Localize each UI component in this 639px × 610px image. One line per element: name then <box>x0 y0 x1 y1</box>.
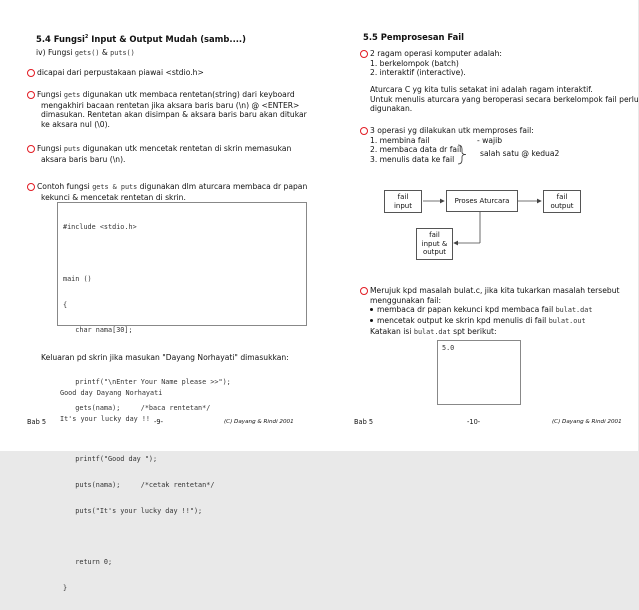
label-salah-satu: salah satu @ kedua2 <box>480 149 560 158</box>
footer-page-number: -10- <box>467 418 481 426</box>
subheading-gets-puts: iv) Fungsi gets() & puts() <box>36 48 135 57</box>
bullet-operation-modes: 2 ragam operasi komputer adalah: 1. berkelompok (batch) 2. interaktif (interactive). <box>370 49 502 78</box>
bullet-circle-icon <box>360 287 368 295</box>
paragraph-interactive: Aturcara C yg kita tulis setakat ini adalah ragam interaktif. Untuk menulis aturcara yang beroperasi secara berkelompok fail perlu digunakan. <box>370 85 639 114</box>
dot-bullet-icon <box>370 308 373 311</box>
output-caption: Keluaran pd skrin jika masukan "Dayang Norhayati" dimasukkan: <box>41 353 289 362</box>
footer-copyright: (C) Dayang & Rindi 2001 <box>224 419 294 425</box>
katakan-text: Katakan isi bulat.dat spt berikut: <box>370 327 497 336</box>
bullet-circle-icon <box>27 145 35 153</box>
bullet-example-desc: Contoh fungsi gets & puts digunakan dlm aturcara membaca dr papan kekunci & mencetak rentetan di skrin. <box>37 182 308 202</box>
dot-bullet-icon <box>370 319 373 322</box>
bullet-puts-desc: Fungsi puts digunakan utk mencetak rentetan di skrin memasukan aksara baris baru (\n). <box>37 144 292 164</box>
bullet-gets-desc: Fungsi gets digunakan utk membaca rentetan(string) dari keyboard mengakhiri bacaan rentetan jika aksara baris baru (\n) @ <ENTER> dimasukan. Rentetan akan disimpan & aksara baris baru akan ditukar ke aksara nul (\0). <box>37 90 307 129</box>
label-wajib: - wajib <box>477 136 503 145</box>
footer-chapter: Bab 5 <box>354 418 374 426</box>
box-fail-input-output: fail input & output <box>416 228 453 260</box>
file-content-box: 5.0 <box>437 340 521 405</box>
page-10 <box>319 0 638 451</box>
box-fail-input: fail input <box>384 190 422 213</box>
page-9 <box>0 0 319 593</box>
bullet-circle-icon <box>27 91 35 99</box>
bullet-circle-icon <box>27 183 35 191</box>
bullet-file-operations: 3 operasi yg dilakukan utk memproses fail: 1. membina fail 2. membaca data dr fail 3. menulis data ke fail <box>370 126 534 164</box>
box-fail-output: fail output <box>543 190 581 213</box>
footer-copyright: (C) Dayang & Rindi 2001 <box>552 419 622 425</box>
bullet-circle-icon <box>27 69 35 77</box>
screen-output: Good day Dayang Norhayati It's your lucky day !! <box>60 389 163 423</box>
bullet-stdio-text: dicapai dari perpustakaan piawai <stdio.h> <box>37 68 204 77</box>
code-listing: #include <stdio.h> main () { char nama[30]; printf("\nEnter Your Name please >>"); gets(nama); /*baca rentetan*/ printf("Good day "); puts(nama); /*cetak rentetan*/ puts("It's your lucky day !!"); return 0; } <box>63 223 231 593</box>
footer-chapter: Bab 5 <box>27 418 47 426</box>
section-title-5-5: 5.5 Pemprosesan Fail <box>363 32 464 42</box>
bullet-bulat-example: Merujuk kpd masalah bulat.c, jika kita tukarkan masalah tersebut menggunakan fail: membaca dr papan kekunci kpd membaca fail bulat.dat mencetak output ke skrin kpd menulis di fail bulat.out <box>370 286 620 325</box>
box-proses-aturcara: Proses Aturcara <box>446 190 518 212</box>
footer-page-number: -9- <box>154 418 163 426</box>
section-title-5-4: 5.4 Fungsi$^2$ Input & Output Mudah (samb....) <box>36 33 246 44</box>
